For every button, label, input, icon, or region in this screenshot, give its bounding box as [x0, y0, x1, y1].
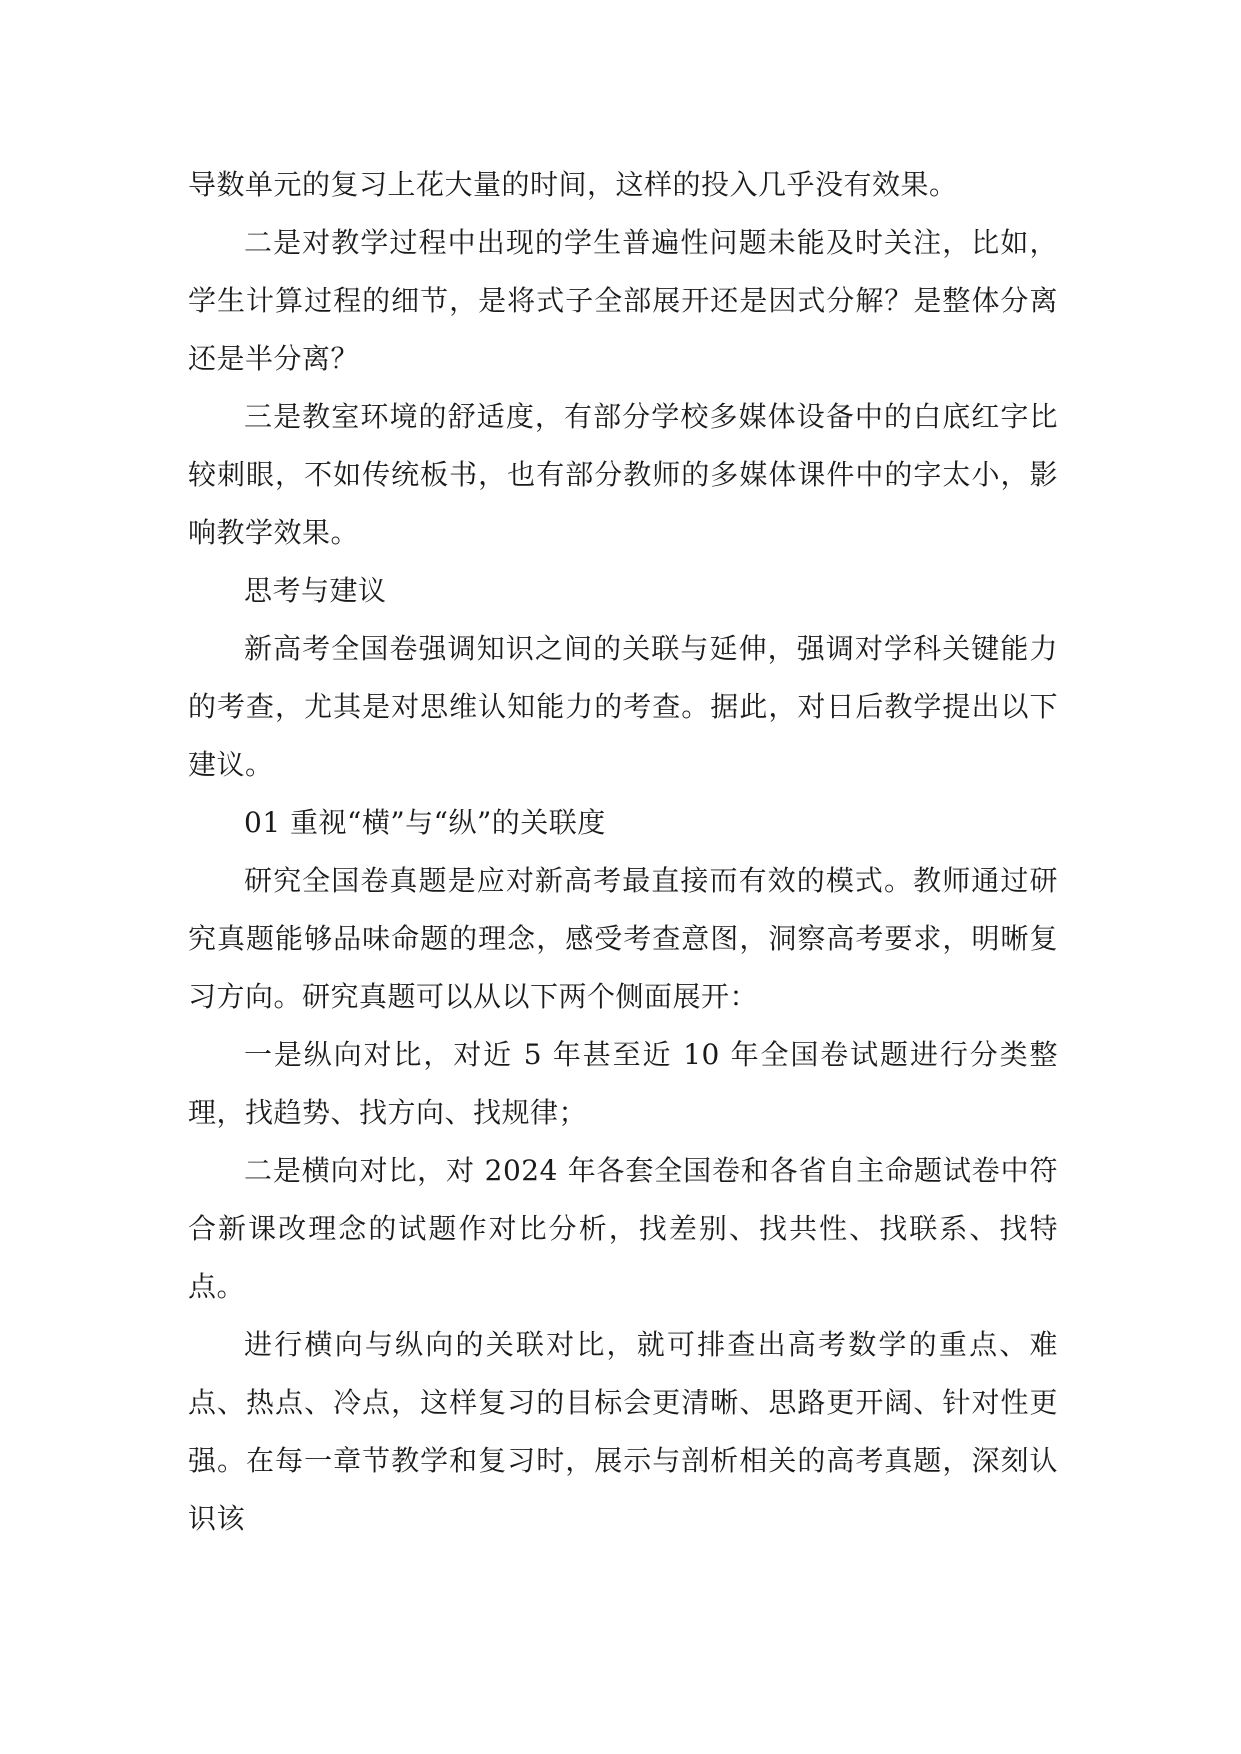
subheading-01: 01 重视“横”与“纵”的关联度	[244, 806, 606, 839]
paragraph-1: 导数单元的复习上花大量的时间，这样的投入几乎没有效果。	[188, 168, 958, 201]
paragraph-8: 一是纵向对比，对近 5 年甚至近 10 年全国卷试题进行分类整理，找趋势、找方向、找规律；	[188, 1038, 1058, 1129]
body-text	[188, 156, 1058, 1548]
paragraph-7: 研究全国卷真题是应对新高考最直接而有效的模式。教师通过研究真题能够品味命题的理念，感受考查意图，洞察高考要求，明晰复习方向。研究真题可以从以下两个侧面展开：	[188, 864, 1058, 1013]
paragraph-9: 二是横向对比，对 2024 年各套全国卷和各省自主命题试卷中符合新课改理念的试题作对比分析，找差别、找共性、找联系、找特点。	[188, 1154, 1058, 1303]
paragraph-3: 三是教室环境的舒适度，有部分学校多媒体设备中的白底红字比较刺眼，不如传统板书，也有部分教师的多媒体课件中的字太小，影响教学效果。	[188, 400, 1058, 549]
paragraph-5: 新高考全国卷强调知识之间的关联与延伸，强调对学科关键能力的考查，尤其是对思维认知能力的考查。据此，对日后教学提出以下建议。	[188, 632, 1058, 781]
paragraph-10: 进行横向与纵向的关联对比，就可排查出高考数学的重点、难点、热点、冷点，这样复习的目标会更清晰、思路更开阔、针对性更强。在每一章节教学和复习时，展示与剖析相关的高考真题，深刻认识该	[188, 1328, 1058, 1535]
paragraph-2: 二是对教学过程中出现的学生普遍性问题未能及时关注，比如，学生计算过程的细节，是将式子全部展开还是因式分解？是整体分离还是半分离？	[188, 226, 1058, 375]
section-heading-thoughts: 思考与建议	[244, 574, 387, 607]
